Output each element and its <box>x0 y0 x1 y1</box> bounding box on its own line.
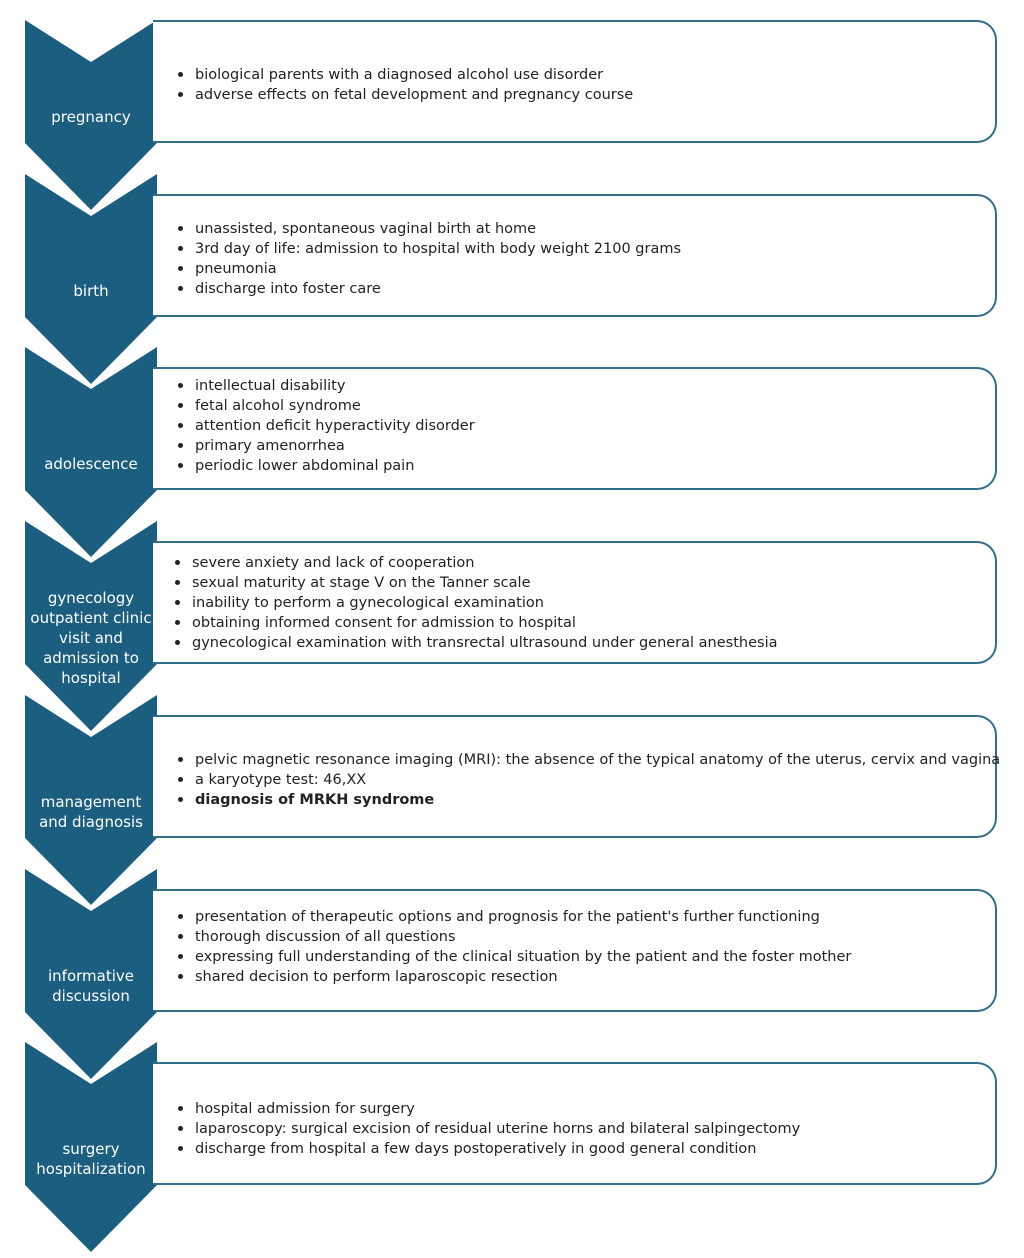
stage-label: adolescence <box>44 454 138 473</box>
stage-label: informative discussion <box>48 966 134 1005</box>
bullet-item: a karyotype test: 46,XX <box>175 770 1000 790</box>
stage-bullet-list <box>172 553 778 653</box>
stage-bullet-list <box>175 219 681 299</box>
stage-bullet-list <box>175 907 851 987</box>
bullet-item: 3rd day of life: admission to hospital with body weight 2100 grams <box>175 239 681 259</box>
bullet-item: expressing full understanding of the clinical situation by the patient and the foster mother <box>175 947 851 967</box>
bullet-item: intellectual disability <box>175 376 475 396</box>
bullet-item: thorough discussion of all questions <box>175 927 851 947</box>
stage-label: gynecology outpatient clinic visit and admission to hospital <box>30 588 152 687</box>
bullet-item: pneumonia <box>175 259 681 279</box>
bullet-item: hospital admission for surgery <box>175 1099 800 1119</box>
bullet-item: biological parents with a diagnosed alcohol use disorder <box>175 65 633 85</box>
bullet-item: primary amenorrhea <box>175 436 475 456</box>
bullet-item: gynecological examination with transrectal ultrasound under general anesthesia <box>172 633 778 653</box>
stage-bullet-list <box>175 1099 800 1159</box>
bullet-item: shared decision to perform laparoscopic resection <box>175 967 851 987</box>
bullet-item: severe anxiety and lack of cooperation <box>172 553 778 573</box>
stage-bullet-list <box>175 376 475 476</box>
stage-label: surgery hospitalization <box>36 1139 146 1178</box>
bullet-item: fetal alcohol syndrome <box>175 396 475 416</box>
bullet-item: pelvic magnetic resonance imaging (MRI): the absence of the typical anatomy of the uterus, cervix and vagina <box>175 750 1000 770</box>
bullet-item: obtaining informed consent for admission to hospital <box>172 613 778 633</box>
bullet-item: sexual maturity at stage V on the Tanner scale <box>172 573 778 593</box>
bullet-item: periodic lower abdominal pain <box>175 456 475 476</box>
stage-label: birth <box>73 281 109 300</box>
bullet-item: laparoscopy: surgical excision of residual uterine horns and bilateral salpingectomy <box>175 1119 800 1139</box>
bullet-item: discharge from hospital a few days postoperatively in good general condition <box>175 1139 800 1159</box>
stage-bullet-list <box>175 750 1000 810</box>
stage-bullet-list <box>175 65 633 105</box>
bullet-item: adverse effects on fetal development and pregnancy course <box>175 85 633 105</box>
bullet-item: inability to perform a gynecological examination <box>172 593 778 613</box>
stage-label: pregnancy <box>51 107 131 126</box>
bullet-item: diagnosis of MRKH syndrome <box>175 790 1000 810</box>
stage-label: management and diagnosis <box>39 792 143 831</box>
bullet-item: presentation of therapeutic options and prognosis for the patient's further functioning <box>175 907 851 927</box>
bullet-item: attention deficit hyperactivity disorder <box>175 416 475 436</box>
bullet-item: discharge into foster care <box>175 279 681 299</box>
bullet-item: unassisted, spontaneous vaginal birth at home <box>175 219 681 239</box>
